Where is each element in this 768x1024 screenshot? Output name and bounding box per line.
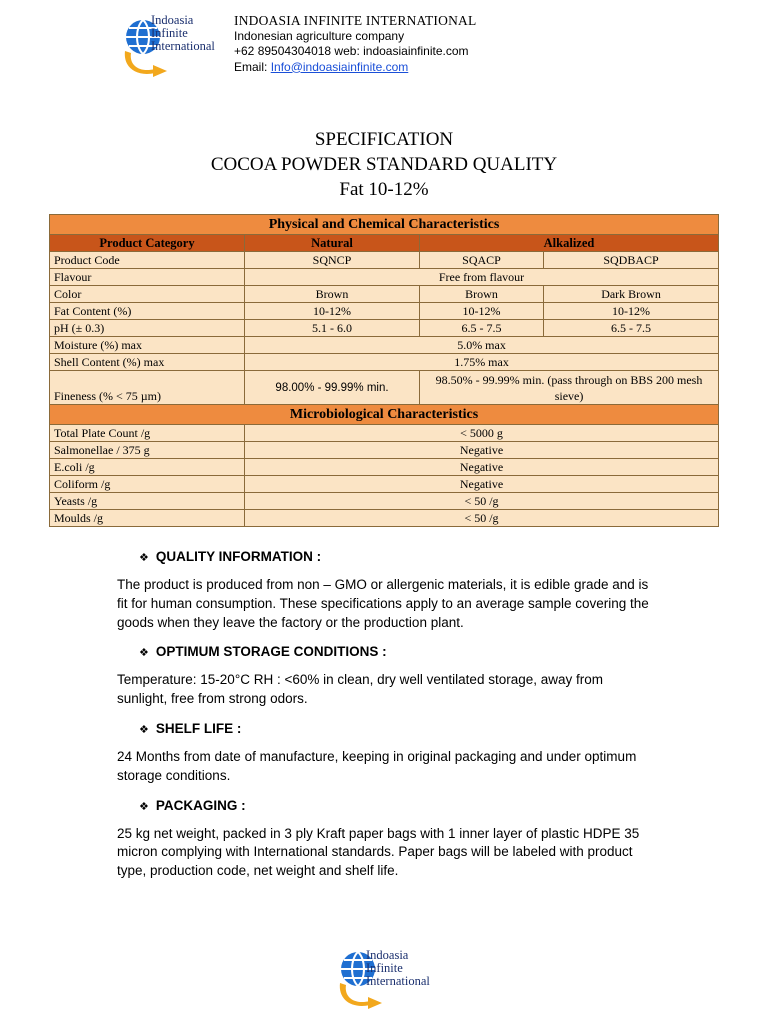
row-label: Fineness (% < 75 µm): [50, 371, 245, 405]
diamond-bullet-icon: ❖: [139, 722, 149, 736]
table-row: [50, 476, 719, 493]
table-cell: 98.50% - 99.99% min. (pass through on BBS 200 mesh sieve): [420, 371, 719, 405]
notes-section: [117, 547, 657, 891]
email-label: Email:: [234, 59, 271, 74]
table-cell: SQDBACP: [544, 252, 719, 269]
diamond-bullet-icon: ❖: [139, 551, 149, 564]
table-row: [50, 303, 719, 320]
table-cell: < 50 /g: [245, 510, 719, 527]
table-row: [50, 510, 719, 527]
row-label: Product Code: [50, 252, 245, 269]
packaging-text: 25 kg net weight, packed in 3 ply Kraft paper bags with 1 inner layer of plastic HDPE 35 micron complying with International standards. Paper bags will be labeled with product type, production code, net weight and shelf life.: [117, 825, 640, 879]
title-line-3: Fat 10-12%: [339, 179, 429, 200]
company-logo: [115, 13, 227, 77]
table-cell: < 5000 g: [245, 425, 719, 442]
table-cell: 10-12%: [544, 303, 719, 320]
title-line-2: COCOA POWDER STANDARD QUALITY: [210, 154, 558, 175]
table-row: [50, 269, 719, 286]
row-label: Yeasts /g: [50, 493, 245, 510]
table-row: [50, 371, 719, 405]
table-cell: 6.5 - 7.5: [544, 320, 719, 337]
company-name: INDOASIA INFINITE INTERNATIONAL: [234, 13, 477, 28]
table-row: [50, 286, 719, 303]
section-title: Physical and Chemical Characteristics: [50, 215, 719, 235]
title-line-1: SPECIFICATION: [314, 129, 454, 150]
company-tagline: Indonesian agriculture company: [234, 28, 405, 43]
storage-text: Temperature: 15-20°C RH : <60% in clean, dry well ventilated storage, away from sunlight, free from strong odors.: [117, 672, 603, 707]
shelf-life-heading: ❖ SHELF LIFE :: [139, 720, 242, 736]
document-title: [0, 127, 768, 202]
row-label: Total Plate Count /g: [50, 425, 245, 442]
table-row: [50, 354, 719, 371]
company-info: [234, 13, 476, 75]
row-label: Moulds /g: [50, 510, 245, 527]
shelf-life-text: 24 Months from date of manufacture, keeping in original packaging and under optimum storage conditions.: [117, 748, 637, 783]
email-link[interactable]: Info@indoasiainfinite.com: [270, 59, 409, 74]
footer-logo-wordmark: Indoasia Infinite International: [366, 948, 430, 989]
header-cell: Alkalized: [420, 235, 719, 252]
table-cell: 10-12%: [245, 303, 420, 320]
table-cell: 1.75% max: [245, 354, 719, 371]
table-cell: 10-12%: [420, 303, 544, 320]
header-cell: Natural: [245, 235, 420, 252]
row-label: Coliform /g: [50, 476, 245, 493]
table-row: [50, 337, 719, 354]
row-label: Salmonellae / 375 g: [50, 442, 245, 459]
table-cell: Free from flavour: [245, 269, 719, 286]
diamond-bullet-icon: ❖: [139, 646, 149, 660]
table-row: [50, 459, 719, 476]
storage-heading: ❖ OPTIMUM STORAGE CONDITIONS :: [139, 644, 387, 660]
table-cell: Dark Brown: [544, 286, 719, 303]
table-cell: < 50 /g: [245, 493, 719, 510]
table-cell: SQACP: [420, 252, 544, 269]
company-phone-web: +62 89504304018 web: indoasiainfinite.com: [234, 44, 469, 58]
row-label: E.coli /g: [50, 459, 245, 476]
table-row: [50, 442, 719, 459]
logo-wordmark: Indoasia Infinite International: [151, 13, 215, 54]
row-label: Moisture (%) max: [50, 337, 245, 354]
table-cell: Negative: [245, 442, 719, 459]
table-row: [50, 320, 719, 337]
table-cell: 5.1 - 6.0: [245, 320, 420, 337]
section-title: Microbiological Characteristics: [50, 405, 719, 425]
table-cell: SQNCP: [245, 252, 420, 269]
table-row: [50, 425, 719, 442]
packaging-heading: ❖ PACKAGING :: [139, 797, 246, 813]
row-label: pH (± 0.3): [50, 320, 245, 337]
row-label: Flavour: [50, 269, 245, 286]
section-row-micro: [50, 405, 719, 425]
quality-text: The product is produced from non – GMO or allergenic materials, it is edible grade and is fit for human consumption. These specifications apply to an average sample covering the goods when they leave the factory or the production plant.: [117, 577, 649, 630]
header-cell: Product Category: [50, 235, 245, 252]
table-cell: 5.0% max: [245, 337, 719, 354]
row-label: Shell Content (%) max: [50, 354, 245, 371]
table-cell: Brown: [420, 286, 544, 303]
quality-heading: ❖ QUALITY INFORMATION :: [139, 549, 322, 564]
table-row: [50, 493, 719, 510]
footer-logo: [330, 945, 442, 1009]
diamond-bullet-icon: ❖: [139, 799, 149, 813]
category-header-row: [50, 235, 719, 252]
row-label: Fat Content (%): [50, 303, 245, 320]
table-cell: Brown: [245, 286, 420, 303]
specification-table: [49, 214, 719, 527]
table-cell: Negative: [245, 476, 719, 493]
table-row: [50, 252, 719, 269]
row-label: Color: [50, 286, 245, 303]
table-cell: 6.5 - 7.5: [420, 320, 544, 337]
table-cell: 98.00% - 99.99% min.: [245, 371, 420, 405]
table-cell: Negative: [245, 459, 719, 476]
company-email-line: [234, 60, 476, 76]
section-row-physical: [50, 215, 719, 235]
